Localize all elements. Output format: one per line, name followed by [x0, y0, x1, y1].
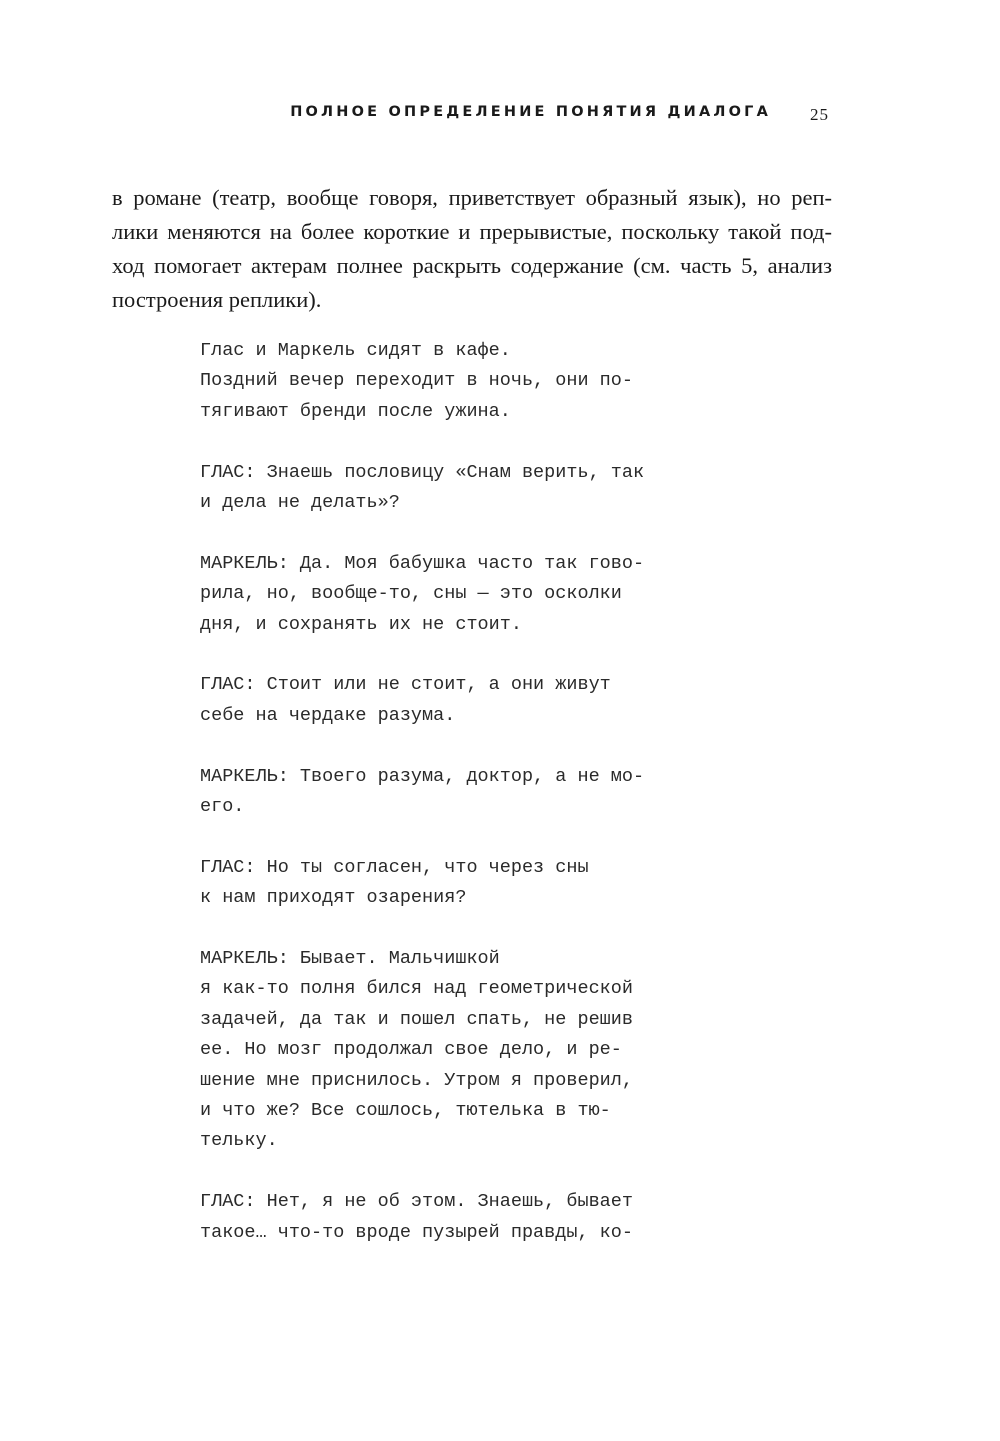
body-paragraph [112, 181, 832, 317]
script-line: себе на чердаке разума. [200, 704, 456, 726]
script-line: такое… что-то вроде пузырей правды, ко- [200, 1221, 633, 1243]
paragraph-line: лики меняются на более короткие и прерывистые, поскольку такой под- [112, 219, 832, 244]
screenplay-excerpt [200, 336, 760, 1278]
dialogue-line-glas [200, 670, 760, 731]
paragraph-line: построения реплики). [112, 287, 322, 312]
paragraph-line: ход помогает актерам полнее раскрыть содержание (см. часть 5, анализ [112, 253, 832, 278]
script-line: МАРКЕЛЬ: Бывает. Мальчишкой [200, 948, 500, 970]
dialogue-line-glas [200, 853, 760, 914]
script-line: ГЛАС: Знаешь пословицу «Снам верить, так [200, 461, 645, 483]
script-line: МАРКЕЛЬ: Твоего разума, доктор, а не мо- [200, 765, 645, 787]
script-line: ГЛАС: Но ты согласен, что через сны [200, 856, 589, 878]
dialogue-line-glas [200, 458, 760, 519]
script-line: тягивают бренди после ужина. [200, 400, 511, 422]
script-line: дня, и сохранять их не стоит. [200, 613, 522, 635]
script-line: я как-то полня бился над геометрической [200, 978, 633, 1000]
script-line: шение мне приснилось. Утром я проверил, [200, 1069, 633, 1091]
script-line: тельку. [200, 1130, 278, 1152]
running-header [0, 104, 1000, 132]
script-line: и что же? Все сошлось, тютелька в тю- [200, 1100, 611, 1122]
script-line: МАРКЕЛЬ: Да. Моя бабушка часто так гово- [200, 552, 645, 574]
dialogue-line-markel [200, 762, 760, 823]
script-line: ее. Но мозг продолжал свое дело, и ре- [200, 1039, 622, 1061]
script-line: Поздний вечер переходит в ночь, они по- [200, 370, 633, 392]
script-line: рила, но, вообще-то, сны — это осколки [200, 583, 622, 605]
script-line: задачей, да так и пошел спать, не решив [200, 1008, 633, 1030]
script-line: Глас и Маркель сидят в кафе. [200, 340, 511, 361]
running-header-title: ПОЛНОЕ ОПРЕДЕЛЕНИЕ ПОНЯТИЯ ДИАЛОГА [290, 104, 771, 120]
script-line: ГЛАС: Нет, я не об этом. Знаешь, бывает [200, 1191, 633, 1213]
page-number: 25 [810, 105, 829, 124]
script-line: его. [200, 796, 245, 818]
stage-direction [200, 336, 760, 427]
dialogue-line-markel [200, 549, 760, 640]
script-line: ГЛАС: Стоит или не стоит, а они живут [200, 674, 611, 696]
paragraph-line: в романе (театр, вообще говоря, приветствует образный язык), но реп- [112, 185, 832, 210]
script-line: и дела не делать»? [200, 492, 400, 514]
dialogue-line-glas [200, 1187, 760, 1248]
dialogue-line-markel [200, 944, 760, 1157]
script-line: к нам приходят озарения? [200, 887, 467, 909]
